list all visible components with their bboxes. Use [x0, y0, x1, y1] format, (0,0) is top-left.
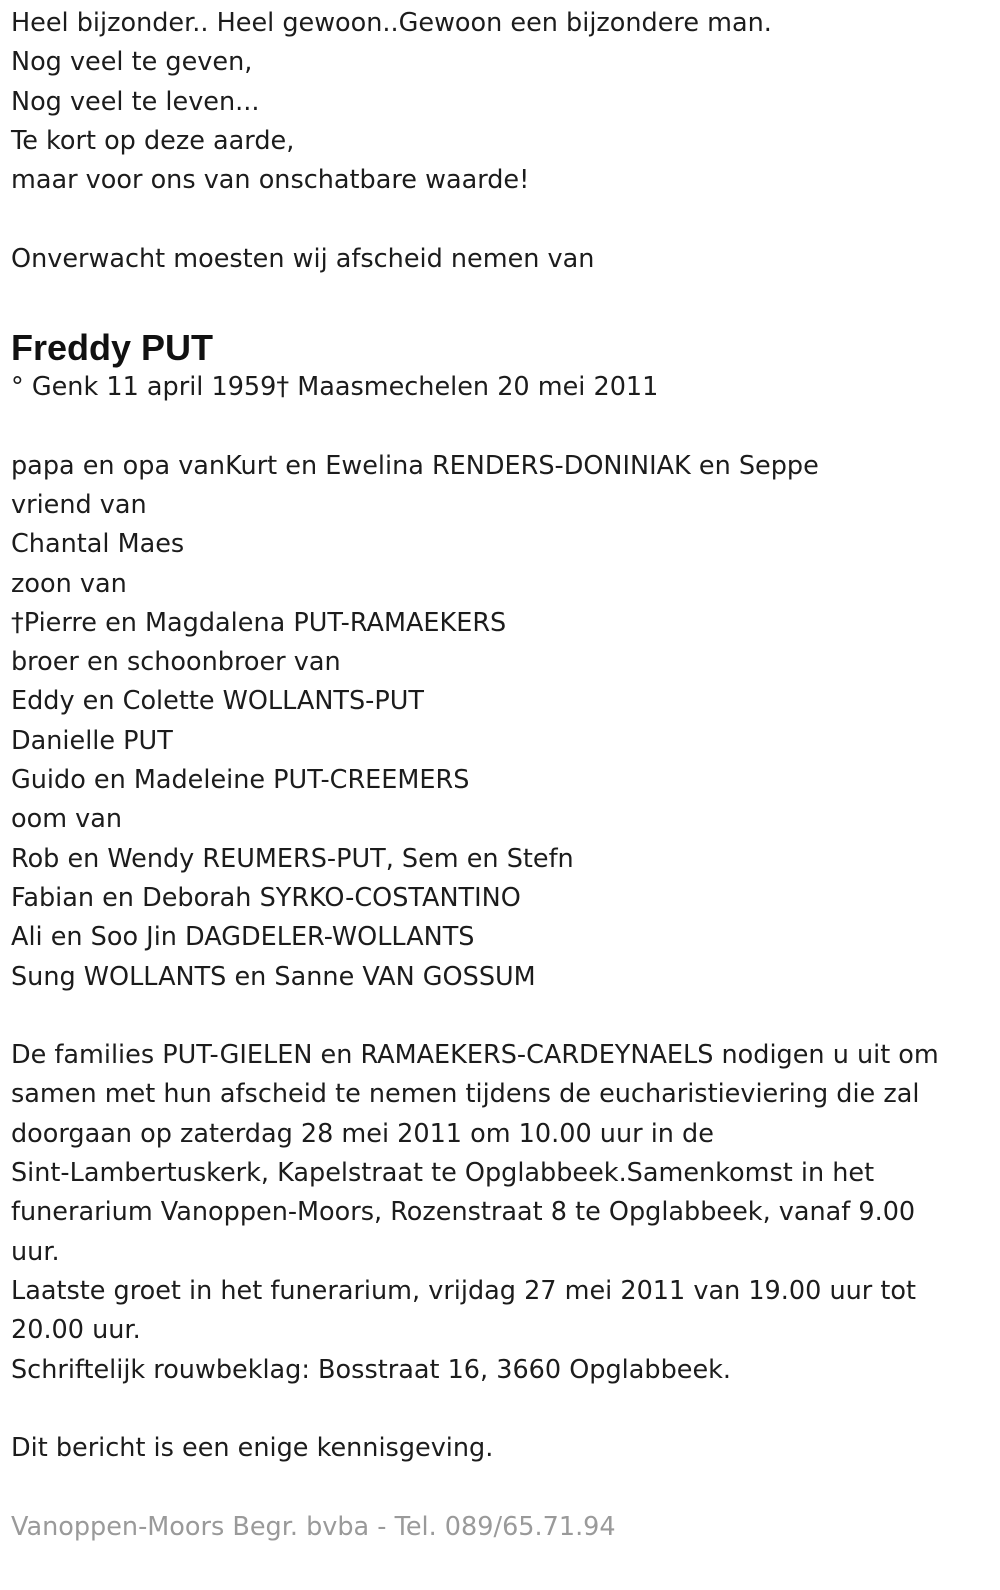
relation-line: papa en opa vanKurt en Ewelina RENDERS-DONINIAK en Seppe	[11, 450, 819, 481]
relation-line: Eddy en Colette WOLLANTS-PUT	[11, 686, 424, 717]
relation-line: vriend van	[11, 489, 147, 520]
relation-line: zoon van	[11, 568, 127, 599]
ceremony-line: Laatste groet in het funerarium, vrijdag 27 mei 2011 van 19.00 uur tot	[11, 1275, 916, 1306]
funeral-home-footer: Vanoppen-Moors Begr. bvba - Tel. 089/65.71.94	[11, 1511, 616, 1542]
birth-death-dates: ° Genk 11 april 1959† Maasmechelen 20 mei 2011	[11, 372, 659, 403]
ceremony-line: De families PUT-GIELEN en RAMAEKERS-CARDEYNAELS nodigen u uit om	[11, 1040, 939, 1071]
relation-line: Fabian en Deborah SYRKO-COSTANTINO	[11, 882, 521, 913]
ceremony-line: 20.00 uur.	[11, 1315, 141, 1346]
relation-line: Guido en Madeleine PUT-CREEMERS	[11, 765, 470, 796]
ceremony-details	[11, 1036, 981, 1390]
intro-text: Onverwacht moesten wij afscheid nemen van	[11, 243, 595, 274]
ceremony-line: Sint-Lambertuskerk, Kapelstraat te Opglabbeek.Samenkomst in het	[11, 1158, 875, 1189]
poem-line: Te kort op deze aarde,	[11, 125, 295, 156]
ceremony-line: uur.	[11, 1236, 60, 1267]
deceased-name: Freddy PUT	[11, 327, 214, 369]
ceremony-line: doorgaan op zaterdag 28 mei 2011 om 10.00 uur in de	[11, 1118, 714, 1149]
spacer	[11, 1468, 981, 1507]
spacer	[11, 1390, 981, 1429]
poem-line: Heel bijzonder.. Heel gewoon..Gewoon een bijzondere man.	[11, 8, 772, 38]
relation-line: Sung WOLLANTS en Sanne VAN GOSSUM	[11, 961, 536, 992]
relation-line: Danielle PUT	[11, 725, 173, 756]
relation-line: oom van	[11, 804, 123, 835]
relation-line: Chantal Maes	[11, 529, 185, 560]
spacer	[11, 997, 981, 1036]
poem	[11, 4, 981, 200]
ceremony-line: Schriftelijk rouwbeklag: Bosstraat 16, 3660 Opglabbeek.	[11, 1354, 732, 1385]
spacer	[11, 200, 981, 239]
relation-line: †Pierre en Magdalena PUT-RAMAEKERS	[11, 607, 507, 638]
ceremony-line: samen met hun afscheid te nemen tijdens de eucharistieviering die zal	[11, 1079, 920, 1110]
obituary-notice	[11, 4, 981, 1547]
relations-list	[11, 447, 981, 997]
relation-line: broer en schoonbroer van	[11, 647, 341, 678]
poem-line: maar voor ons van onschatbare waarde!	[11, 165, 530, 196]
ceremony-line: funerarium Vanoppen-Moors, Rozenstraat 8 te Opglabbeek, vanaf 9.00	[11, 1197, 916, 1228]
spacer	[11, 279, 981, 328]
spacer	[11, 407, 981, 446]
relation-line: Rob en Wendy REUMERS-PUT, Sem en Stefn	[11, 843, 574, 874]
poem-line: Nog veel te geven,	[11, 47, 253, 78]
relation-line: Ali en Soo Jin DAGDELER-WOLLANTS	[11, 922, 475, 953]
notice-text: Dit bericht is een enige kennisgeving.	[11, 1433, 494, 1464]
poem-line: Nog veel te leven...	[11, 86, 260, 117]
